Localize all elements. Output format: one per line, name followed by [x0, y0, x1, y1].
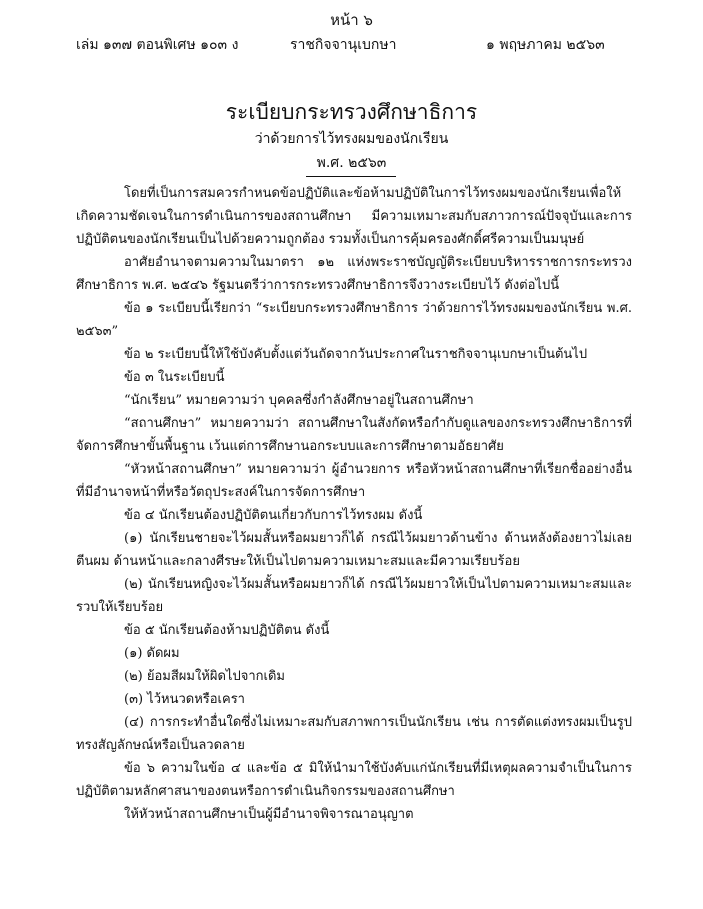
paragraph: โดยที่เป็นการสมควรกำหนดข้อปฏิบัติและข้อห้ามปฏิบัติในการไว้ทรงผมของนักเรียนเพื่อให้เกิดความชัดเจนในการดำเนินการของสถานศึกษา มีความเหมาะสมกับสภาวการณ์ปัจจุบันและการปฏิบัติตนของนักเรียนเป็นไปด้วยความถูกต้อง รวมทั้งเป็นการคุ้มครองศักดิ์ศรีความเป็นมนุษย์	[76, 186, 632, 247]
list-item: (๒) ย้อมสีผมให้ผิดไปจากเดิม	[124, 669, 285, 684]
gazette-name: ราชกิจจานุเบกษา	[290, 37, 397, 53]
list-item: (๒) นักเรียนหญิงจะไว้ผมสั้นหรือผมยาวก็ได้ กรณีไว้ผมยาวให้เป็นไปตามความเหมาะสมและรวบให้เรียบร้อย	[76, 577, 632, 615]
title-divider	[306, 176, 396, 177]
paragraph: ข้อ ๑ ระเบียบนี้เรียกว่า “ระเบียบกระทรวงศึกษาธิการ ว่าด้วยการไว้ทรงผมของนักเรียน พ.ศ. ๒๕๖๓”	[76, 301, 632, 339]
definition: “นักเรียน” หมายความว่า บุคคลซึ่งกำลังศึกษาอยู่ในสถานศึกษา	[124, 393, 474, 408]
document-body	[76, 182, 632, 826]
paragraph: ข้อ ๖ ความในข้อ ๔ และข้อ ๕ มิให้นำมาใช้บังคับแก่นักเรียนที่มีเหตุผลความจำเป็นในการปฏิบัติตามหลักศาสนาของตนหรือการดำเนินกิจกรรมของสถานศึกษา	[76, 761, 632, 799]
list-item: (๑) ดัดผม	[124, 646, 180, 661]
paragraph: อาศัยอำนาจตามความในมาตรา ๑๒ แห่งพระราชบัญญัติระเบียบบริหารราชการกระทรวงศึกษาธิการ พ.ศ. ๒๕๔๖ รัฐมนตรีว่าการกระทรวงศึกษาธิการจึงวางระเบียบไว้ ดังต่อไปนี้	[76, 255, 632, 293]
paragraph: ข้อ ๕ นักเรียนต้องห้ามปฏิบัติตน ดังนี้	[124, 623, 330, 638]
paragraph: ข้อ ๔ นักเรียนต้องปฏิบัติตนเกี่ยวกับการไว้ทรงผม ดังนี้	[124, 508, 423, 523]
paragraph: ข้อ ๒ ระเบียบนี้ให้ใช้บังคับตั้งแต่วันถัดจากวันประกาศในราชกิจจานุเบกษาเป็นต้นไป	[124, 347, 588, 362]
publication-date: ๑ พฤษภาคม ๒๕๖๓	[486, 37, 605, 53]
document-year: พ.ศ. ๒๕๖๓	[316, 155, 387, 171]
definition: “หัวหน้าสถานศึกษา” หมายความว่า ผู้อำนวยการ หรือหัวหน้าสถานศึกษาที่เรียกชื่ออย่างอื่นที่มีอำนาจหน้าที่หรือวัตถุประสงค์ในการจัดการศึกษา	[76, 462, 632, 500]
list-item: (๑) นักเรียนชายจะไว้ผมสั้นหรือผมยาวก็ได้ กรณีไว้ผมยาวด้านข้าง ด้านหลังต้องยาวไม่เลยตีนผม ด้านหน้าและกลางศีรษะให้เป็นไปตามความเหมาะสมและมีความเรียบร้อย	[76, 531, 632, 569]
document-title: ระเบียบกระทรวงศึกษาธิการ	[225, 100, 478, 124]
document-subtitle: ว่าด้วยการไว้ทรงผมของนักเรียน	[254, 131, 449, 147]
list-item: (๓) ไว้หนวดหรือเครา	[124, 692, 245, 707]
paragraph: ข้อ ๓ ในระเบียบนี้	[124, 370, 225, 385]
paragraph: ให้หัวหน้าสถานศึกษาเป็นผู้มีอำนาจพิจารณาอนุญาต	[124, 807, 414, 822]
definition: “สถานศึกษา” หมายความว่า สถานศึกษาในสังกัดหรือกำกับดูแลของกระทรวงศึกษาธิการที่จัดการศึกษาขั้นพื้นฐาน เว้นแต่การศึกษานอกระบบและการศึกษาตามอัธยาศัย	[76, 416, 632, 454]
gazette-header	[76, 34, 636, 58]
list-item: (๔) การกระทำอื่นใดซึ่งไม่เหมาะสมกับสภาพการเป็นนักเรียน เช่น การตัดแต่งทรงผมเป็นรูปทรงสัญลักษณ์หรือเป็นลวดลาย	[76, 715, 632, 753]
page-number: หน้า ๖	[330, 11, 373, 29]
volume-issue: เล่ม ๑๓๗ ตอนพิเศษ ๑๐๓ ง	[76, 37, 239, 53]
